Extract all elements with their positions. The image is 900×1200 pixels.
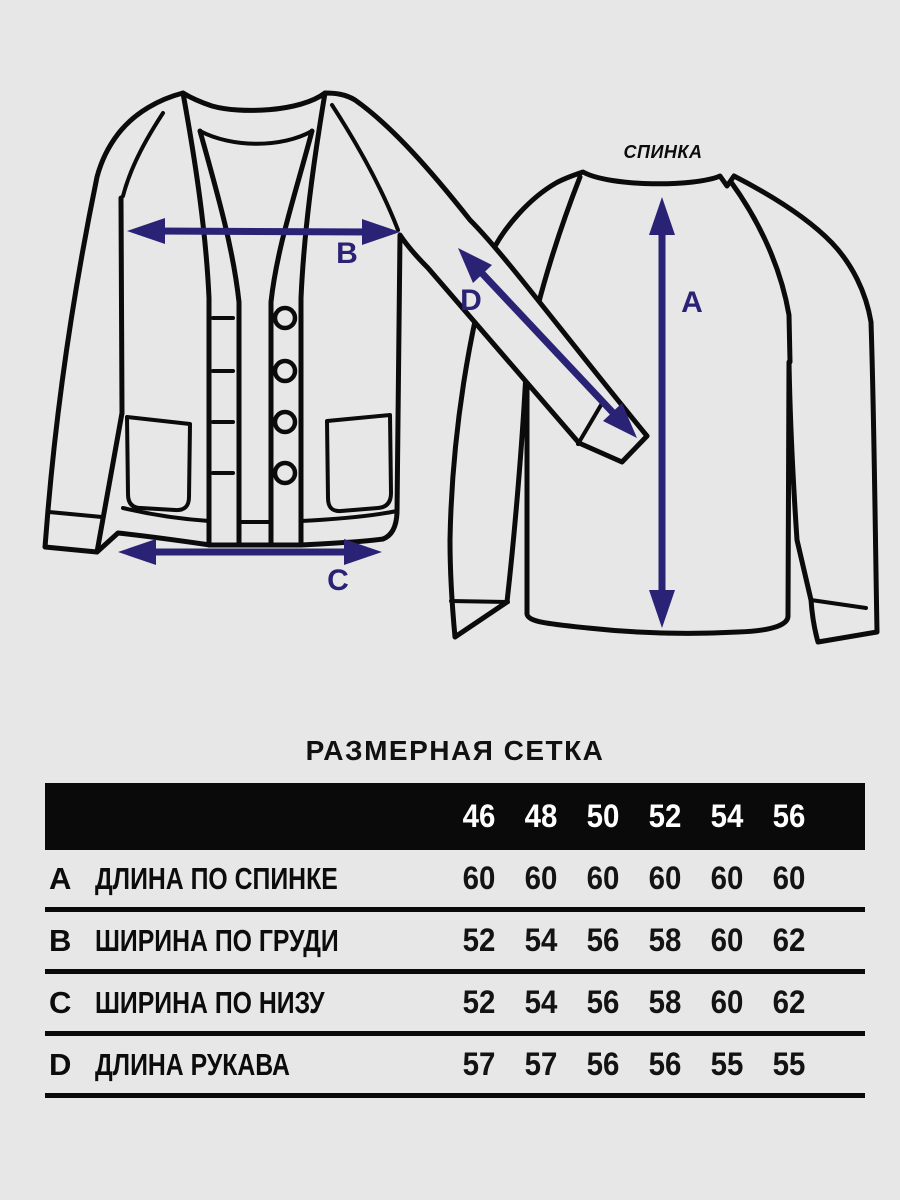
row-letter: C xyxy=(49,984,72,1020)
size-table xyxy=(45,734,865,1098)
row-value: 60 xyxy=(462,860,496,896)
table-row xyxy=(45,912,865,974)
size-col-46: 46 xyxy=(462,798,496,834)
size-col-48: 48 xyxy=(524,798,558,834)
label-A: A xyxy=(681,286,703,319)
row-letter: A xyxy=(49,860,72,896)
row-value: 56 xyxy=(648,1046,682,1082)
table-row xyxy=(45,974,865,1036)
row-value: 62 xyxy=(772,984,806,1020)
row-value: 56 xyxy=(586,922,620,958)
back-view-caption: СПИНКА xyxy=(623,142,703,162)
row-value: 52 xyxy=(462,984,496,1020)
table-row xyxy=(45,1036,865,1098)
row-label: ДЛИНА РУКАВА xyxy=(95,1046,290,1082)
size-col-54: 54 xyxy=(710,798,744,834)
label-D: D xyxy=(460,284,482,317)
back-left-cuff-line xyxy=(451,601,508,602)
row-value: 60 xyxy=(586,860,620,896)
row-value: 57 xyxy=(524,1046,558,1082)
row-letter: D xyxy=(49,1046,72,1082)
size-table-title: РАЗМЕРНАЯ СЕТКА xyxy=(305,735,605,766)
row-value: 60 xyxy=(710,922,744,958)
row-value: 60 xyxy=(772,860,806,896)
size-col-52: 52 xyxy=(648,798,682,834)
row-value: 54 xyxy=(524,922,558,958)
size-col-56: 56 xyxy=(772,798,806,834)
label-B: B xyxy=(336,237,358,270)
row-value: 60 xyxy=(524,860,558,896)
row-value: 60 xyxy=(648,860,682,896)
row-value: 55 xyxy=(710,1046,744,1082)
table-row xyxy=(45,850,865,912)
size-table-header xyxy=(45,783,865,850)
row-value: 60 xyxy=(710,860,744,896)
label-C: C xyxy=(327,564,349,597)
row-value: 52 xyxy=(462,922,496,958)
row-value: 55 xyxy=(772,1046,806,1082)
row-value: 58 xyxy=(648,922,682,958)
row-value: 57 xyxy=(462,1046,496,1082)
row-value: 62 xyxy=(772,922,806,958)
row-label: ДЛИНА ПО СПИНКЕ xyxy=(95,860,338,896)
row-label: ШИРИНА ПО НИЗУ xyxy=(95,984,325,1020)
row-value: 56 xyxy=(586,984,620,1020)
size-col-50: 50 xyxy=(586,798,620,834)
row-value: 58 xyxy=(648,984,682,1020)
row-value: 60 xyxy=(710,984,744,1020)
front-body-left-edge xyxy=(121,198,122,413)
row-label: ШИРИНА ПО ГРУДИ xyxy=(95,922,339,958)
row-value: 56 xyxy=(586,1046,620,1082)
row-value: 54 xyxy=(524,984,558,1020)
row-letter: B xyxy=(49,922,72,958)
